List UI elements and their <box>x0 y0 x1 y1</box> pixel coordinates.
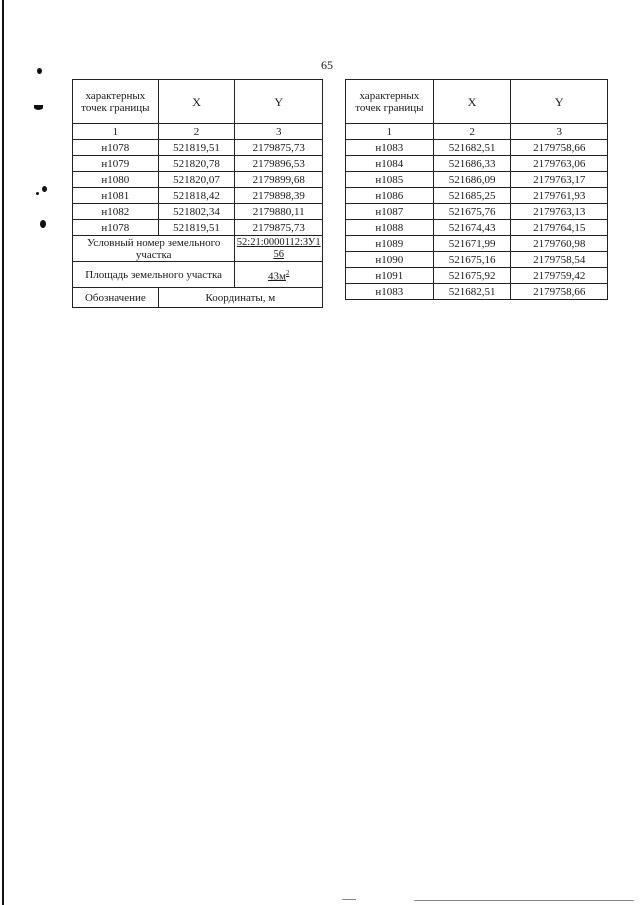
coord-y: 2179880,11 <box>235 204 323 220</box>
header-cell: характерных точек границы <box>346 80 434 124</box>
scan-mark <box>40 220 46 228</box>
column-number-row <box>73 124 323 140</box>
point-name: н1088 <box>346 220 434 236</box>
point-name: н1078 <box>73 220 159 236</box>
coord-y: 2179758,66 <box>511 140 608 156</box>
point-name: н1080 <box>73 172 159 188</box>
point-name: н1085 <box>346 172 434 188</box>
point-name: н1083 <box>346 284 434 300</box>
table-row <box>346 156 608 172</box>
area-value-cell <box>235 262 323 288</box>
coord-x: 521820,07 <box>158 172 235 188</box>
column-number: 3 <box>235 124 323 140</box>
point-name: н1079 <box>73 156 159 172</box>
table-row <box>346 268 608 284</box>
point-name: н1084 <box>346 156 434 172</box>
coord-y: 2179896,53 <box>235 156 323 172</box>
coord-y: 2179761,93 <box>511 188 608 204</box>
scan-mark <box>42 186 47 192</box>
coord-y: 2179758,66 <box>511 284 608 300</box>
coord-x: 521682,51 <box>433 284 511 300</box>
scan-line <box>414 900 634 901</box>
coord-x: 521819,51 <box>158 220 235 236</box>
coord-y: 2179764,15 <box>511 220 608 236</box>
area-value: 43м <box>267 270 286 283</box>
coord-y: 2179763,17 <box>511 172 608 188</box>
table-row <box>346 188 608 204</box>
point-name: н1087 <box>346 204 434 220</box>
coord-x: 521802,34 <box>158 204 235 220</box>
table-row <box>73 204 323 220</box>
footer-row <box>73 288 323 308</box>
coord-x: 521819,51 <box>158 140 235 156</box>
point-name: н1083 <box>346 140 434 156</box>
left-coordinates-table <box>72 79 323 308</box>
column-number: 2 <box>433 124 511 140</box>
column-number-row <box>346 124 608 140</box>
table-header-row <box>346 80 608 124</box>
coord-y: 2179763,13 <box>511 204 608 220</box>
coord-y: 2179875,73 <box>235 220 323 236</box>
coord-x: 521820,78 <box>158 156 235 172</box>
header-cell-x: X <box>433 80 511 124</box>
table-row <box>73 188 323 204</box>
cadastral-value: 52:21:0000112:ЗУ156 <box>236 236 321 260</box>
header-cell: характерных точек границы <box>73 80 159 124</box>
header-cell-y: Y <box>511 80 608 124</box>
coord-y: 2179875,73 <box>235 140 323 156</box>
coord-x: 521674,43 <box>433 220 511 236</box>
table-row <box>73 172 323 188</box>
page-number: 65 <box>321 58 333 72</box>
column-number: 2 <box>158 124 235 140</box>
point-name: н1081 <box>73 188 159 204</box>
coord-x: 521685,25 <box>433 188 511 204</box>
coord-y: 2179898,39 <box>235 188 323 204</box>
coord-x: 521675,92 <box>433 268 511 284</box>
table-row <box>346 220 608 236</box>
coord-x: 521686,09 <box>433 172 511 188</box>
coord-y: 2179758,54 <box>511 252 608 268</box>
binding-edge-line <box>2 0 4 905</box>
coord-y: 2179760,98 <box>511 236 608 252</box>
table-row <box>346 140 608 156</box>
table-row <box>346 236 608 252</box>
header-cell-y: Y <box>235 80 323 124</box>
column-number: 1 <box>346 124 434 140</box>
coord-x: 521675,16 <box>433 252 511 268</box>
coord-y: 2179763,06 <box>511 156 608 172</box>
footer-designation: Обозначение <box>73 288 159 308</box>
scan-line <box>342 899 356 900</box>
column-number: 1 <box>73 124 159 140</box>
coord-x: 521818,42 <box>158 188 235 204</box>
point-name: н1086 <box>346 188 434 204</box>
point-name: н1090 <box>346 252 434 268</box>
area-row <box>73 262 323 288</box>
point-name: н1078 <box>73 140 159 156</box>
cadastral-label: Условный номер земельного участка <box>73 236 235 262</box>
coord-x: 521675,76 <box>433 204 511 220</box>
footer-coordinates: Координаты, м <box>158 288 322 308</box>
coord-x: 521686,33 <box>433 156 511 172</box>
table-row <box>346 172 608 188</box>
table-row <box>73 140 323 156</box>
coord-x: 521682,51 <box>433 140 511 156</box>
point-name: н1082 <box>73 204 159 220</box>
column-number: 3 <box>511 124 608 140</box>
point-name: н1089 <box>346 236 434 252</box>
coord-y: 2179759,42 <box>511 268 608 284</box>
table-row <box>73 156 323 172</box>
coord-y: 2179899,68 <box>235 172 323 188</box>
area-label: Площадь земельного участка <box>73 262 235 288</box>
right-coordinates-table <box>345 79 608 300</box>
header-cell-x: X <box>158 80 235 124</box>
table-row <box>73 220 323 236</box>
table-row <box>346 284 608 300</box>
table-row <box>346 252 608 268</box>
table-header-row <box>73 80 323 124</box>
coord-x: 521671,99 <box>433 236 511 252</box>
cadastral-number-row <box>73 236 323 262</box>
table-row <box>346 204 608 220</box>
scan-mark <box>36 192 39 195</box>
scan-mark <box>34 105 43 110</box>
scan-mark <box>37 68 42 74</box>
area-unit-superscript: 2 <box>285 268 290 277</box>
point-name: н1091 <box>346 268 434 284</box>
